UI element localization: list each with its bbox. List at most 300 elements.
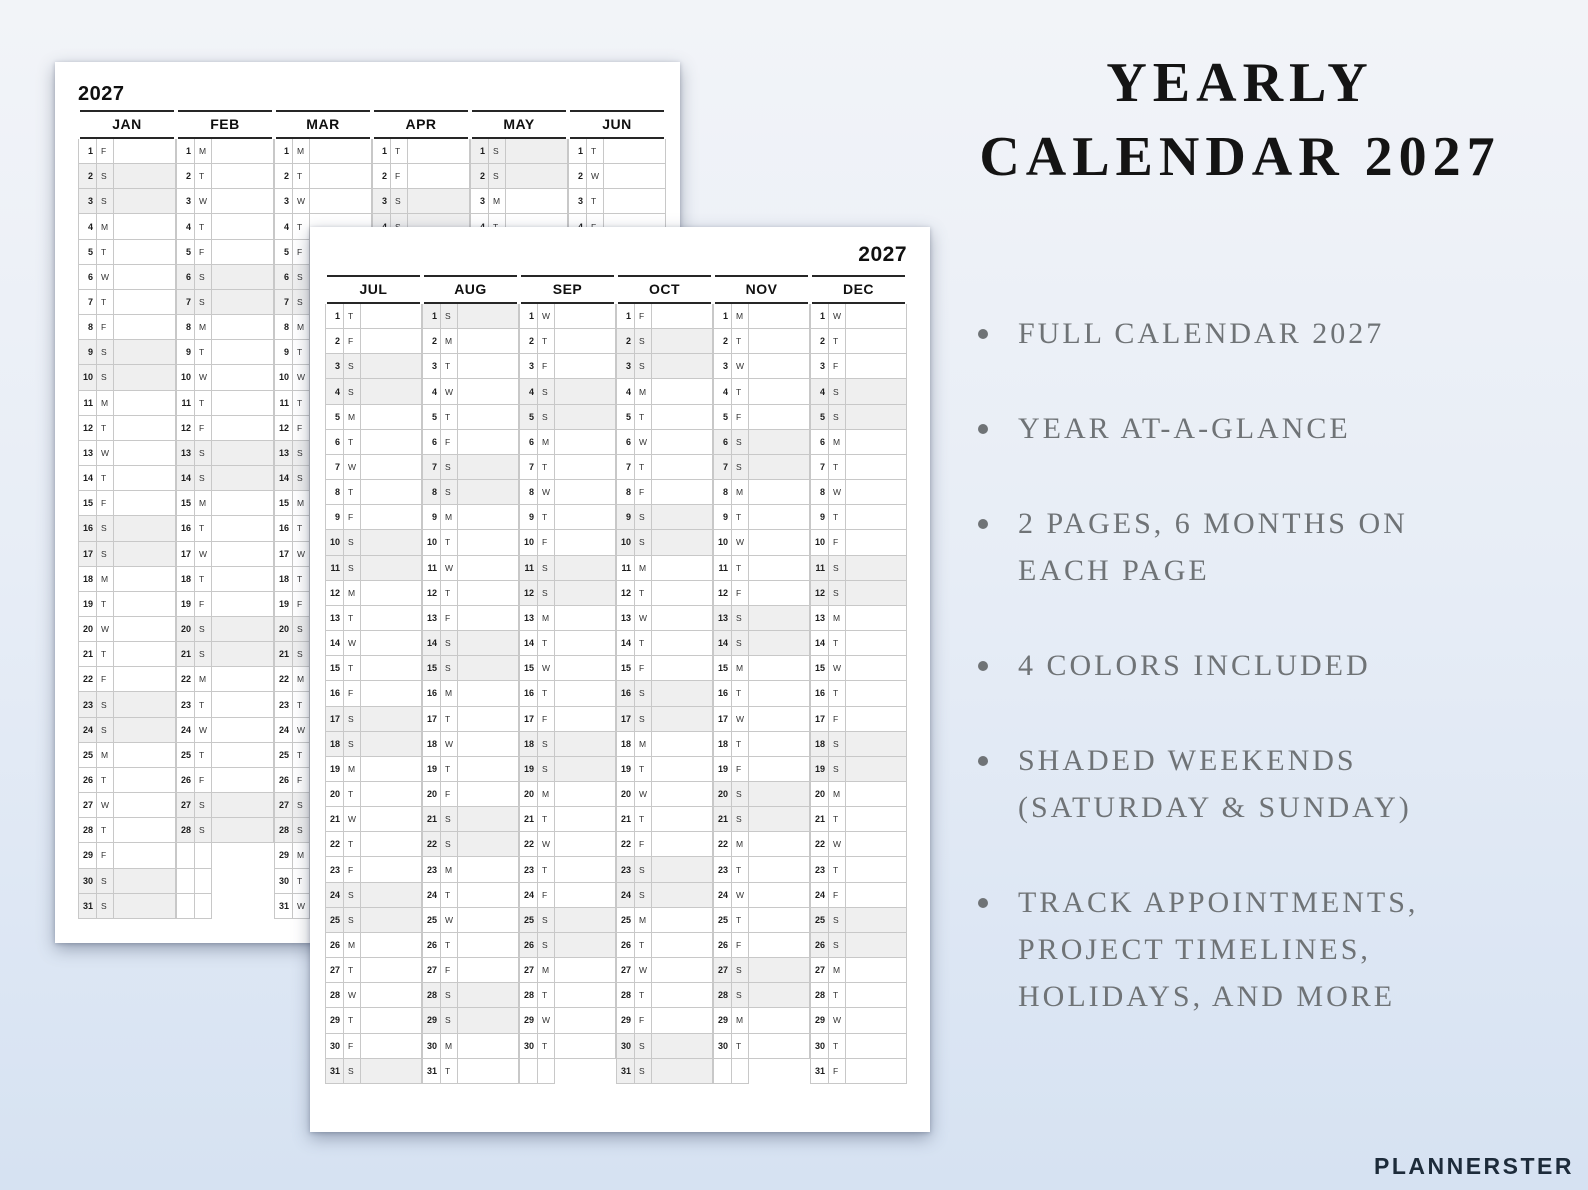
notes-cell <box>555 455 616 480</box>
day-row <box>274 139 372 164</box>
day-number: 18 <box>325 732 344 757</box>
day-row <box>519 556 616 581</box>
notes-cell <box>212 818 274 843</box>
day-letter: F <box>829 707 846 732</box>
day-letter: S <box>97 869 114 894</box>
feature-text: FULL CALENDAR 2027 <box>1018 317 1385 350</box>
day-number: 1 <box>325 304 344 329</box>
day-number: 2 <box>519 329 538 354</box>
day-row <box>176 391 274 416</box>
day-letter: F <box>195 240 212 265</box>
day-letter: T <box>441 707 458 732</box>
day-row <box>519 631 616 656</box>
day-number <box>176 843 195 868</box>
day-letter: T <box>441 933 458 958</box>
day-letter: T <box>293 214 310 239</box>
notes-cell <box>846 1008 907 1033</box>
notes-cell <box>114 290 176 315</box>
day-letter: T <box>344 832 361 857</box>
day-row <box>713 832 810 857</box>
day-row <box>519 354 616 379</box>
notes-cell <box>506 139 568 164</box>
day-row <box>810 530 907 555</box>
day-letter: S <box>195 265 212 290</box>
notes-cell <box>846 556 907 581</box>
day-number: 8 <box>422 480 441 505</box>
day-letter: S <box>635 857 652 882</box>
day-letter: S <box>635 505 652 530</box>
day-number: 6 <box>616 430 635 455</box>
day-number: 1 <box>78 139 97 164</box>
day-number: 22 <box>713 832 732 857</box>
notes-cell <box>212 164 274 189</box>
day-letter: T <box>344 304 361 329</box>
day-row <box>810 304 907 329</box>
feature-text: 4 COLORS INCLUDED <box>1018 649 1371 682</box>
day-row <box>616 480 713 505</box>
notes-cell <box>408 139 470 164</box>
day-letter: M <box>635 379 652 404</box>
day-letter: W <box>635 782 652 807</box>
day-letter: S <box>344 530 361 555</box>
day-number: 4 <box>274 214 293 239</box>
day-row <box>713 757 810 782</box>
day-number: 21 <box>810 807 829 832</box>
notes-cell <box>846 983 907 1008</box>
day-row <box>325 1034 422 1059</box>
notes-cell <box>555 681 616 706</box>
day-row <box>519 329 616 354</box>
notes-cell <box>652 656 713 681</box>
day-number: 3 <box>519 354 538 379</box>
day-number: 4 <box>422 379 441 404</box>
day-number: 21 <box>616 807 635 832</box>
day-row <box>78 365 176 390</box>
notes-cell <box>652 1034 713 1059</box>
notes-cell <box>749 304 810 329</box>
day-letter: W <box>195 365 212 390</box>
day-number: 12 <box>519 581 538 606</box>
notes-cell <box>361 606 422 631</box>
day-number: 1 <box>616 304 635 329</box>
notes-cell <box>652 530 713 555</box>
day-letter: S <box>441 480 458 505</box>
day-number: 10 <box>176 365 195 390</box>
day-letter: T <box>441 405 458 430</box>
day-letter: T <box>732 379 749 404</box>
day-letter: S <box>195 466 212 491</box>
day-letter: T <box>587 189 604 214</box>
day-letter: S <box>538 581 555 606</box>
day-row <box>325 983 422 1008</box>
day-letter: M <box>635 732 652 757</box>
day-number: 17 <box>78 542 97 567</box>
day-row <box>325 807 422 832</box>
notes-cell <box>652 908 713 933</box>
day-row <box>176 164 274 189</box>
day-number: 29 <box>810 1008 829 1033</box>
day-row <box>616 908 713 933</box>
feature-text: SHADED WEEKENDS (SATURDAY & SUNDAY) <box>1018 744 1412 824</box>
day-row <box>372 139 470 164</box>
day-number: 18 <box>713 732 732 757</box>
notes-cell <box>846 354 907 379</box>
day-number: 24 <box>422 883 441 908</box>
day-row <box>78 516 176 541</box>
day-row <box>325 379 422 404</box>
day-number: 24 <box>810 883 829 908</box>
day-row <box>470 189 568 214</box>
day-row <box>176 592 274 617</box>
notes-cell <box>212 567 274 592</box>
day-row <box>176 441 274 466</box>
month-column-jan <box>78 110 176 919</box>
notes-cell <box>555 405 616 430</box>
notes-cell <box>652 379 713 404</box>
notes-cell <box>114 793 176 818</box>
day-letter: S <box>344 556 361 581</box>
notes-cell <box>846 732 907 757</box>
month-column-feb <box>176 110 274 919</box>
day-number: 3 <box>713 354 732 379</box>
day-number: 20 <box>810 782 829 807</box>
notes-cell <box>652 581 713 606</box>
day-letter: S <box>635 1059 652 1084</box>
day-number: 4 <box>78 214 97 239</box>
day-letter: S <box>635 707 652 732</box>
day-letter: F <box>344 1034 361 1059</box>
day-row <box>519 807 616 832</box>
day-letter: F <box>635 656 652 681</box>
notes-cell <box>555 656 616 681</box>
day-letter: F <box>829 354 846 379</box>
day-letter: T <box>344 958 361 983</box>
notes-cell <box>652 354 713 379</box>
notes-cell <box>749 581 810 606</box>
day-number: 20 <box>713 782 732 807</box>
day-row <box>422 405 519 430</box>
day-letter: F <box>538 354 555 379</box>
day-row <box>78 214 176 239</box>
day-letter: F <box>97 315 114 340</box>
day-letter: S <box>829 556 846 581</box>
day-letter: T <box>391 139 408 164</box>
day-number: 31 <box>422 1059 441 1084</box>
day-letter: W <box>732 530 749 555</box>
day-number: 15 <box>616 656 635 681</box>
notes-cell <box>846 530 907 555</box>
day-number: 29 <box>78 843 97 868</box>
notes-cell <box>555 857 616 882</box>
day-number: 10 <box>274 365 293 390</box>
day-row <box>810 405 907 430</box>
day-letter: T <box>829 807 846 832</box>
day-number: 4 <box>519 379 538 404</box>
notes-cell <box>361 857 422 882</box>
notes-cell <box>361 656 422 681</box>
product-title-line-1: YEARLY <box>1106 52 1374 114</box>
notes-cell <box>652 304 713 329</box>
day-row <box>519 908 616 933</box>
day-letter: S <box>293 466 310 491</box>
day-letter: T <box>441 757 458 782</box>
day-letter: S <box>97 894 114 919</box>
day-number: 25 <box>519 908 538 933</box>
day-letter: S <box>344 379 361 404</box>
day-row <box>325 883 422 908</box>
notes-cell <box>361 757 422 782</box>
notes-cell <box>846 480 907 505</box>
day-number: 18 <box>176 567 195 592</box>
notes-cell <box>846 581 907 606</box>
day-row <box>325 857 422 882</box>
notes-cell <box>555 329 616 354</box>
day-row <box>78 843 176 868</box>
day-letter: S <box>344 1059 361 1084</box>
day-row <box>78 667 176 692</box>
day-number: 31 <box>78 894 97 919</box>
notes-cell <box>114 692 176 717</box>
day-row <box>176 542 274 567</box>
day-number: 28 <box>176 818 195 843</box>
notes-cell <box>506 164 568 189</box>
day-row <box>325 405 422 430</box>
day-row <box>422 807 519 832</box>
day-row <box>422 656 519 681</box>
day-letter: F <box>441 606 458 631</box>
day-number: 10 <box>325 530 344 555</box>
notes-cell <box>458 1059 519 1084</box>
day-letter: F <box>97 491 114 516</box>
day-number: 12 <box>274 416 293 441</box>
feature-item <box>950 879 1498 1020</box>
notes-cell <box>749 1008 810 1033</box>
day-letter: M <box>344 933 361 958</box>
day-number: 10 <box>78 365 97 390</box>
day-letter: F <box>829 530 846 555</box>
day-number: 23 <box>78 692 97 717</box>
notes-cell <box>652 606 713 631</box>
day-row <box>713 1008 810 1033</box>
day-letter: T <box>97 466 114 491</box>
notes-cell <box>652 455 713 480</box>
day-row <box>713 983 810 1008</box>
day-letter: W <box>538 480 555 505</box>
notes-cell <box>361 832 422 857</box>
day-number: 17 <box>422 707 441 732</box>
day-letter: S <box>635 883 652 908</box>
day-letter: M <box>829 782 846 807</box>
day-row <box>616 857 713 882</box>
day-letter: T <box>441 581 458 606</box>
day-number: 9 <box>78 340 97 365</box>
day-number: 3 <box>616 354 635 379</box>
notes-cell <box>458 530 519 555</box>
notes-cell <box>555 983 616 1008</box>
product-title-line-2: CALENDAR 2027 <box>979 126 1501 188</box>
day-number: 6 <box>325 430 344 455</box>
notes-cell <box>555 908 616 933</box>
day-row <box>713 304 810 329</box>
notes-cell <box>458 379 519 404</box>
notes-cell <box>114 592 176 617</box>
day-number: 20 <box>274 617 293 642</box>
day-number: 3 <box>810 354 829 379</box>
day-letter: S <box>293 642 310 667</box>
day-number: 13 <box>78 441 97 466</box>
day-letter: W <box>97 265 114 290</box>
day-letter: T <box>635 581 652 606</box>
day-row <box>713 581 810 606</box>
day-letter: W <box>441 379 458 404</box>
day-row <box>325 958 422 983</box>
day-number: 27 <box>325 958 344 983</box>
day-letter: S <box>829 379 846 404</box>
day-letter: F <box>635 480 652 505</box>
day-row <box>810 631 907 656</box>
day-row <box>810 379 907 404</box>
day-number: 15 <box>422 656 441 681</box>
notes-cell <box>114 718 176 743</box>
day-number: 5 <box>519 405 538 430</box>
day-row <box>810 1059 907 1084</box>
day-letter: M <box>732 480 749 505</box>
day-row <box>810 807 907 832</box>
notes-cell <box>212 466 274 491</box>
notes-cell <box>114 567 176 592</box>
day-number: 22 <box>616 832 635 857</box>
day-row <box>519 782 616 807</box>
day-letter: F <box>195 768 212 793</box>
day-letter: S <box>441 832 458 857</box>
notes-cell <box>749 908 810 933</box>
notes-cell <box>846 933 907 958</box>
day-number: 2 <box>713 329 732 354</box>
day-number: 24 <box>713 883 732 908</box>
notes-cell <box>114 214 176 239</box>
day-number: 7 <box>810 455 829 480</box>
day-letter: W <box>538 1008 555 1033</box>
notes-cell <box>458 883 519 908</box>
notes-cell <box>114 516 176 541</box>
notes-cell <box>458 681 519 706</box>
notes-cell <box>114 768 176 793</box>
notes-cell <box>555 782 616 807</box>
notes-cell <box>212 340 274 365</box>
notes-cell <box>846 908 907 933</box>
day-row <box>325 1008 422 1033</box>
day-row <box>616 581 713 606</box>
notes-cell <box>458 304 519 329</box>
notes-cell <box>555 480 616 505</box>
day-row <box>713 430 810 455</box>
day-letter: S <box>293 290 310 315</box>
day-number: 8 <box>274 315 293 340</box>
day-row <box>422 606 519 631</box>
day-number: 3 <box>325 354 344 379</box>
day-row <box>519 405 616 430</box>
day-letter: W <box>635 958 652 983</box>
day-number: 9 <box>274 340 293 365</box>
day-letter: S <box>538 379 555 404</box>
month-name: DEC <box>842 281 875 297</box>
page-year: 2027 <box>858 243 907 266</box>
day-number: 20 <box>176 617 195 642</box>
day-number: 24 <box>274 718 293 743</box>
day-letter: W <box>344 455 361 480</box>
day-letter: F <box>195 416 212 441</box>
day-number: 8 <box>325 480 344 505</box>
notes-cell <box>361 480 422 505</box>
day-number: 13 <box>274 441 293 466</box>
day-letter: T <box>635 631 652 656</box>
day-letter: S <box>635 530 652 555</box>
day-number: 25 <box>78 743 97 768</box>
day-letter: S <box>489 139 506 164</box>
day-letter: S <box>829 732 846 757</box>
day-number: 23 <box>422 857 441 882</box>
day-letter: W <box>635 430 652 455</box>
notes-cell <box>114 416 176 441</box>
day-letter: S <box>538 757 555 782</box>
notes-cell <box>846 958 907 983</box>
day-row <box>616 958 713 983</box>
day-row <box>810 480 907 505</box>
day-letter: M <box>538 430 555 455</box>
notes-cell <box>212 793 274 818</box>
day-letter: M <box>293 843 310 868</box>
day-letter: S <box>635 354 652 379</box>
day-letter: M <box>732 832 749 857</box>
day-letter: W <box>293 894 310 919</box>
day-number: 16 <box>810 681 829 706</box>
day-number: 26 <box>616 933 635 958</box>
day-number: 6 <box>78 265 97 290</box>
notes-cell <box>114 642 176 667</box>
day-letter: F <box>732 757 749 782</box>
day-row <box>78 818 176 843</box>
day-row <box>616 631 713 656</box>
day-number: 11 <box>176 391 195 416</box>
day-letter: M <box>97 567 114 592</box>
day-letter: F <box>344 329 361 354</box>
day-number: 3 <box>176 189 195 214</box>
day-row <box>325 757 422 782</box>
day-row <box>78 743 176 768</box>
day-number: 15 <box>176 491 195 516</box>
day-row <box>713 857 810 882</box>
day-number: 30 <box>422 1034 441 1059</box>
day-letter: T <box>441 883 458 908</box>
notes-cell <box>458 908 519 933</box>
day-row <box>616 329 713 354</box>
day-number: 5 <box>616 405 635 430</box>
notes-cell <box>749 556 810 581</box>
day-row <box>78 718 176 743</box>
day-number: 30 <box>519 1034 538 1059</box>
day-row <box>325 732 422 757</box>
day-row <box>810 732 907 757</box>
notes-cell <box>604 164 666 189</box>
day-row <box>78 340 176 365</box>
notes-cell <box>846 379 907 404</box>
notes-cell <box>212 869 274 894</box>
day-number: 2 <box>810 329 829 354</box>
day-letter: S <box>732 455 749 480</box>
notes-cell <box>458 732 519 757</box>
day-row <box>616 782 713 807</box>
day-row <box>519 732 616 757</box>
